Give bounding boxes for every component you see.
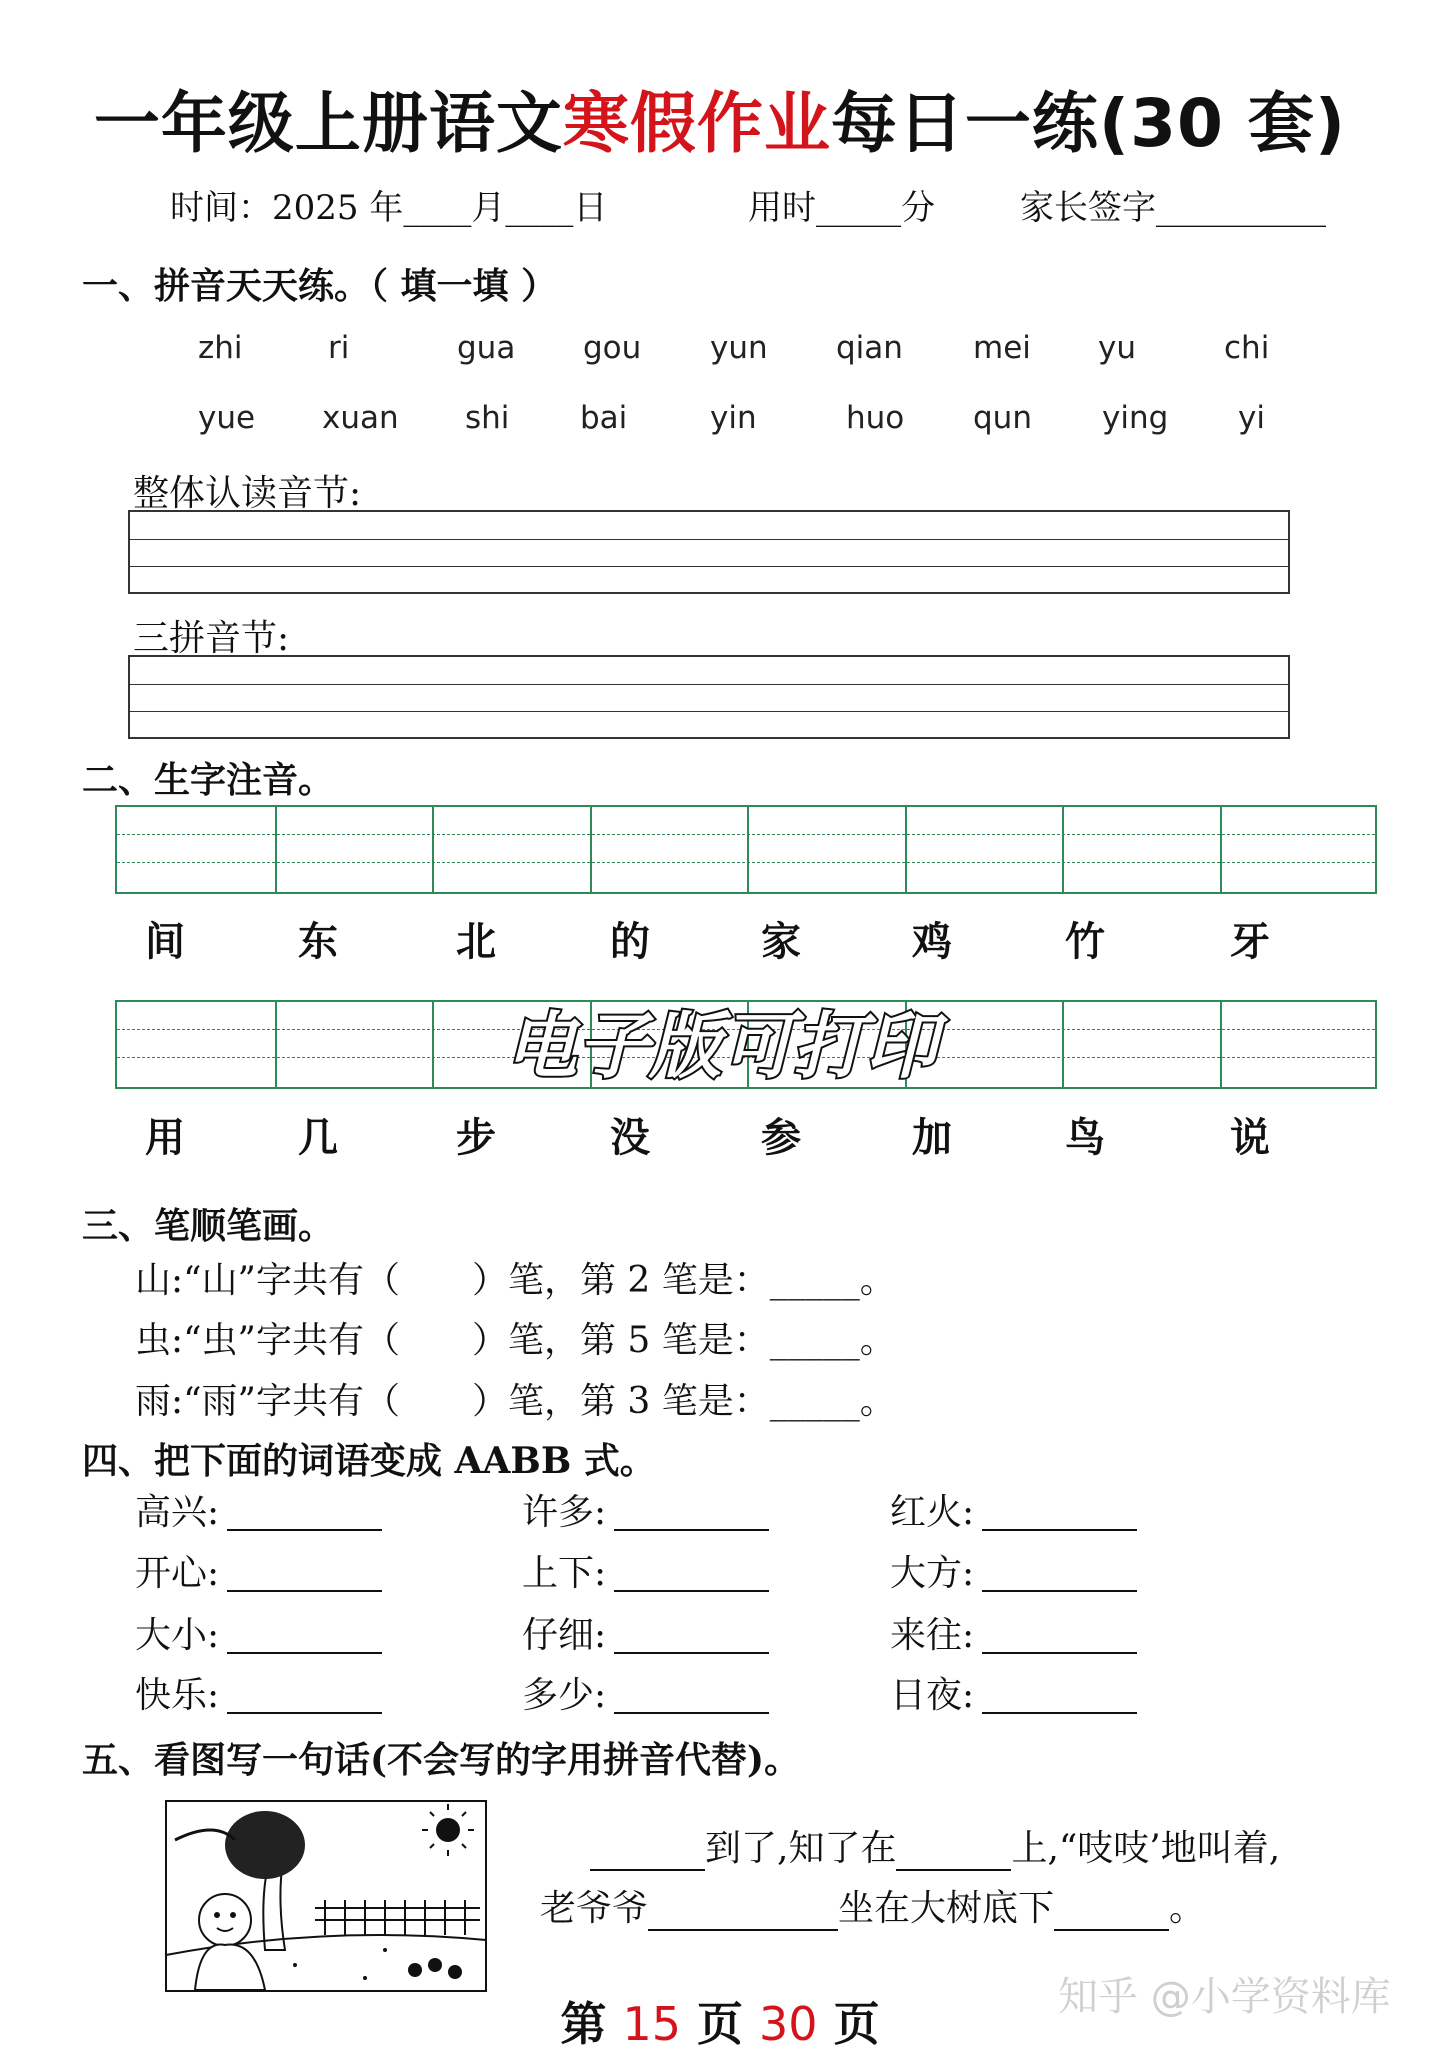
character: 竹 <box>1065 918 1105 965</box>
character: 几 <box>298 1114 338 1161</box>
sentence-text-2b: 坐在大树底下 <box>838 1888 1055 1929</box>
aabb-answer-blank[interactable] <box>227 1622 382 1654</box>
aabb-word: 上下: <box>522 1553 607 1594</box>
date-field: 时间：2025 年____月____日 <box>170 188 608 228</box>
pinyin-syllable: yin <box>710 400 757 436</box>
aabb-word: 来往: <box>890 1615 975 1656</box>
pinyin-syllable: ri <box>328 330 350 366</box>
aabb-word: 许多: <box>522 1492 607 1533</box>
character: 牙 <box>1230 918 1270 965</box>
pinyin-syllable: yu <box>1098 330 1136 366</box>
aabb-word: 快乐: <box>135 1675 220 1716</box>
section-5-title: 五、看图写一句话(不会写的字用拼音代替)。 <box>82 1739 801 1781</box>
pinyin-syllable: chi <box>1224 330 1270 366</box>
total-pages: 30 <box>759 1997 818 2051</box>
sentence-text-1b: 上,“吱吱’地叫着, <box>1011 1828 1281 1869</box>
pinyin-syllable: gua <box>457 330 516 366</box>
cartoon-illustration <box>165 1800 487 1992</box>
pinyin-syllable: yue <box>198 400 256 436</box>
aabb-word: 高兴: <box>135 1492 220 1533</box>
title-part-3: 每日一练(30 套) <box>830 85 1347 162</box>
whole-syllable-writing-box[interactable] <box>128 510 1290 594</box>
title-part-1: 一年级上册语文 <box>93 85 563 162</box>
stroke-question-3: 雨:“雨”字共有（ ）笔，第 3 笔是：_____。 <box>135 1381 896 1422</box>
character: 北 <box>456 918 496 965</box>
character: 间 <box>145 918 185 965</box>
aabb-answer-blank[interactable] <box>614 1560 769 1592</box>
pinyin-syllable: yun <box>710 330 768 366</box>
character: 说 <box>1230 1114 1270 1161</box>
aabb-answer-blank[interactable] <box>982 1560 1137 1592</box>
pinyin-syllable: mei <box>973 330 1031 366</box>
pinyin-syllable: yi <box>1238 400 1265 436</box>
aabb-word: 大小: <box>135 1615 220 1656</box>
character: 东 <box>298 918 338 965</box>
pinyin-syllable: bai <box>580 400 628 436</box>
aabb-word: 日夜: <box>890 1675 975 1716</box>
blank-2[interactable] <box>896 1837 1011 1871</box>
printable-watermark: 电子版可打印 <box>505 1004 938 1088</box>
character: 鸟 <box>1065 1114 1105 1161</box>
pinyin-grid-row-1[interactable] <box>115 805 1377 894</box>
aabb-item <box>522 1607 769 1658</box>
aabb-word: 开心: <box>135 1553 220 1594</box>
pinyin-syllable: ying <box>1102 400 1169 436</box>
sentence-text-2c: 。 <box>1169 1888 1206 1929</box>
aabb-item <box>135 1607 382 1658</box>
aabb-answer-blank[interactable] <box>227 1560 382 1592</box>
sentence-line-2 <box>540 1880 1205 1931</box>
aabb-item <box>135 1484 382 1535</box>
source-credit: 知乎 @小学资料库 <box>1058 1974 1391 2020</box>
character: 没 <box>610 1114 650 1161</box>
section-3-title: 三、笔顺笔画。 <box>82 1205 335 1247</box>
triple-syllable-label: 三拼音节: <box>133 618 290 659</box>
stroke-question-1: 山:“山”字共有（ ）笔，第 2 笔是：_____。 <box>135 1260 896 1301</box>
sentence-line-1 <box>590 1820 1280 1871</box>
character: 用 <box>145 1114 185 1161</box>
title-highlight: 寒假作业 <box>562 85 831 162</box>
aabb-item <box>890 1607 1137 1658</box>
parent-signature-field: 家长签字__________ <box>1020 188 1326 228</box>
pinyin-syllable: xuan <box>322 400 399 436</box>
character: 的 <box>610 918 650 965</box>
sentence-text-1a: 到了,知了在 <box>705 1828 897 1869</box>
aabb-word: 大方: <box>890 1553 975 1594</box>
blank-4[interactable] <box>1054 1897 1169 1931</box>
character: 步 <box>456 1114 496 1161</box>
aabb-answer-blank[interactable] <box>227 1499 382 1531</box>
triple-syllable-writing-box[interactable] <box>128 655 1290 739</box>
pinyin-syllable: zhi <box>198 330 243 366</box>
aabb-item <box>522 1484 769 1535</box>
section-2-title: 二、生字注音。 <box>82 759 335 801</box>
aabb-answer-blank[interactable] <box>982 1499 1137 1531</box>
section-4-title: 四、把下面的词语变成 AABB 式。 <box>82 1440 656 1482</box>
aabb-item <box>135 1545 382 1596</box>
aabb-answer-blank[interactable] <box>982 1682 1137 1714</box>
aabb-answer-blank[interactable] <box>227 1682 382 1714</box>
aabb-item <box>890 1545 1137 1596</box>
pinyin-syllable: gou <box>583 330 642 366</box>
aabb-item <box>135 1667 382 1718</box>
page-word-2: 页 <box>833 1997 880 2051</box>
aabb-answer-blank[interactable] <box>614 1499 769 1531</box>
pinyin-syllable: shi <box>465 400 510 436</box>
aabb-answer-blank[interactable] <box>614 1622 769 1654</box>
character: 家 <box>761 918 801 965</box>
pinyin-syllable: qian <box>836 330 903 366</box>
pinyin-syllable: huo <box>846 400 905 436</box>
page-title <box>0 70 1440 165</box>
aabb-word: 仔细: <box>522 1615 607 1656</box>
pinyin-syllable: qun <box>973 400 1032 436</box>
blank-1[interactable] <box>590 1837 705 1871</box>
section-1-title: 一、拼音天天练。（ 填一填 ） <box>82 265 558 307</box>
aabb-word: 多少: <box>522 1675 607 1716</box>
character: 加 <box>912 1114 952 1161</box>
page-word-1: 页 <box>697 1997 743 2051</box>
blank-3[interactable] <box>648 1897 838 1931</box>
character: 参 <box>761 1114 801 1161</box>
page-prefix: 第 <box>560 1997 607 2051</box>
whole-syllable-label: 整体认读音节: <box>133 473 362 514</box>
character: 鸡 <box>912 918 952 965</box>
duration-field: 用时_____分 <box>748 188 935 228</box>
sentence-text-2a: 老爷爷 <box>540 1888 649 1929</box>
aabb-answer-blank[interactable] <box>614 1682 769 1714</box>
aabb-item <box>522 1545 769 1596</box>
aabb-answer-blank[interactable] <box>982 1622 1137 1654</box>
aabb-item <box>890 1667 1137 1718</box>
aabb-word: 红火: <box>890 1492 975 1533</box>
current-page: 15 <box>622 1997 681 2051</box>
aabb-item <box>890 1484 1137 1535</box>
stroke-question-2: 虫:“虫”字共有（ ）笔，第 5 笔是：_____。 <box>135 1320 896 1361</box>
aabb-item <box>522 1667 769 1718</box>
